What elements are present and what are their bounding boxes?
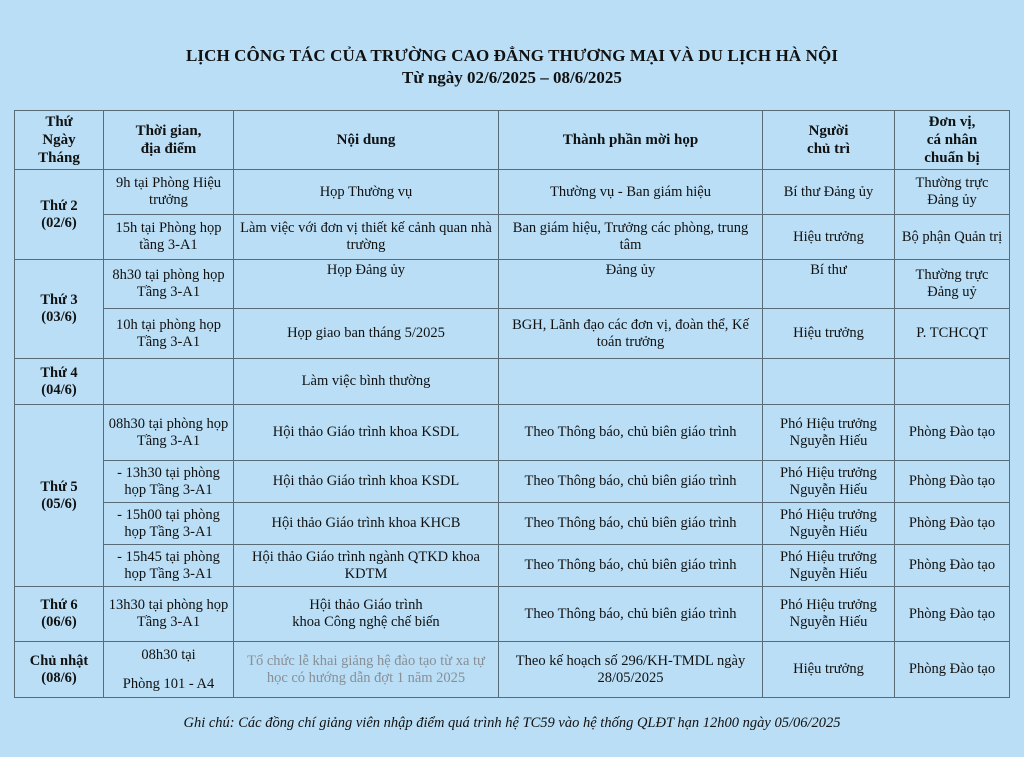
content-cell: Hội thảo Giáo trình ngành QTKD khoa KDTM [234,545,499,587]
prep-cell: Thường trực Đảng ủy [895,170,1010,215]
participants-cell: BGH, Lãnh đạo các đơn vị, đoàn thể, Kế toán trưởng [499,309,763,359]
prep-cell: Phòng Đào tạo [895,642,1010,698]
prep-cell: Phòng Đào tạo [895,461,1010,503]
content-cell: Tổ chức lễ khai giảng hệ đào tạo từ xa tự học có hướng dẫn đợt 1 năm 2025 [234,642,499,698]
content-cell: Họp Đảng ủy [234,260,499,309]
prep-cell [895,359,1010,405]
time-cell: 08h30 tại phòng họp Tầng 3-A1 [104,405,234,461]
table-row [15,545,1010,587]
prep-cell: Thường trực Đảng uỷ [895,260,1010,309]
host-cell: Hiệu trưởng [763,309,895,359]
table-row [15,503,1010,545]
header-host: Người chủ trì [763,111,895,170]
prep-cell: P. TCHCQT [895,309,1010,359]
host-cell: Phó Hiệu trưởng Nguyễn Hiếu [763,545,895,587]
table-row [15,587,1010,642]
participants-cell: Theo Thông báo, chủ biên giáo trình [499,461,763,503]
table-row [15,170,1010,215]
footer-note: Ghi chú: Các đồng chí giảng viên nhập điểm quá trình hệ TC59 vào hệ thống QLĐT hạn 12h00 ngày 05/06/2025 [183,715,841,731]
host-cell: Phó Hiệu trưởng Nguyễn Hiếu [763,503,895,545]
content-cell: Hội thảo Giáo trình khoa KHCB [234,503,499,545]
host-cell: Phó Hiệu trưởng Nguyễn Hiếu [763,587,895,642]
content-cell: Làm việc bình thường [234,359,499,405]
header-row [15,111,1010,170]
participants-cell: Ban giám hiệu, Trưởng các phòng, trung tâm [499,215,763,260]
host-cell: Hiệu trưởng [763,215,895,260]
time-cell: - 13h30 tại phòng họp Tầng 3-A1 [104,461,234,503]
header-content: Nội dung [234,111,499,170]
prep-cell: Phòng Đào tạo [895,587,1010,642]
participants-cell: Theo Thông báo, chủ biên giáo trình [499,587,763,642]
day-cell: Thứ 3 (03/6) [15,260,104,359]
time-cell: 8h30 tại phòng họp Tầng 3-A1 [104,260,234,309]
host-cell: Phó Hiệu trưởng Nguyễn Hiếu [763,461,895,503]
time-cell: - 15h00 tại phòng họp Tầng 3-A1 [104,503,234,545]
page-title: LỊCH CÔNG TÁC CỦA TRƯỜNG CAO ĐẲNG THƯƠNG MẠI VÀ DU LỊCH HÀ NỘI [185,46,839,65]
day-cell: Thứ 2 (02/6) [15,170,104,260]
participants-cell [499,359,763,405]
time-cell: 15h tại Phòng họp tầng 3-A1 [104,215,234,260]
table-row [15,642,1010,698]
time-cell: - 15h45 tại phòng họp Tầng 3-A1 [104,545,234,587]
content-cell: Làm việc với đơn vị thiết kế cảnh quan nhà trường [234,215,499,260]
host-cell: Bí thư Đảng ủy [763,170,895,215]
participants-cell: Theo Thông báo, chủ biên giáo trình [499,503,763,545]
table-row [15,260,1010,309]
date-range-subtitle: Từ ngày 02/6/2025 – 08/6/2025 [402,68,622,87]
host-cell [763,359,895,405]
participants-cell: Theo Thông báo, chủ biên giáo trình [499,405,763,461]
table-row [15,309,1010,359]
time-cell: 13h30 tại phòng họp Tầng 3-A1 [104,587,234,642]
day-cell: Thứ 6 (06/6) [15,587,104,642]
table-row [15,359,1010,405]
content-cell: Hội thảo Giáo trình khoa Công nghệ chế biến [234,587,499,642]
header-prep: Đơn vị, cá nhân chuẩn bị [895,111,1010,170]
participants-cell: Theo kế hoạch số 296/KH-TMDL ngày 28/05/2025 [499,642,763,698]
prep-cell: Phòng Đào tạo [895,405,1010,461]
content-cell: Hội thảo Giáo trình khoa KSDL [234,405,499,461]
time-cell: 08h30 tại Phòng 101 - A4 [104,642,234,698]
time-cell: 9h tại Phòng Hiệu trưởng [104,170,234,215]
day-cell: Chủ nhật (08/6) [15,642,104,698]
host-cell: Phó Hiệu trưởng Nguyễn Hiếu [763,405,895,461]
table-row [15,215,1010,260]
host-cell: Bí thư [763,260,895,309]
participants-cell: Đảng ủy [499,260,763,309]
time-cell: 10h tại phòng họp Tầng 3-A1 [104,309,234,359]
prep-cell: Bộ phận Quản trị [895,215,1010,260]
time-cell [104,359,234,405]
day-cell: Thứ 4 (04/6) [15,359,104,405]
schedule-table [14,110,1010,698]
prep-cell: Phòng Đào tạo [895,503,1010,545]
participants-cell: Thường vụ - Ban giám hiệu [499,170,763,215]
host-cell: Hiệu trưởng [763,642,895,698]
header-time: Thời gian, địa điểm [104,111,234,170]
content-cell: Hội thảo Giáo trình khoa KSDL [234,461,499,503]
table-row [15,405,1010,461]
prep-cell: Phòng Đào tạo [895,545,1010,587]
header-participants: Thành phần mời họp [499,111,763,170]
participants-cell: Theo Thông báo, chủ biên giáo trình [499,545,763,587]
content-cell: Họp giao ban tháng 5/2025 [234,309,499,359]
table-row [15,461,1010,503]
content-cell: Họp Thường vụ [234,170,499,215]
header-day: Thứ Ngày Tháng [15,111,104,170]
day-cell: Thứ 5 (05/6) [15,405,104,587]
